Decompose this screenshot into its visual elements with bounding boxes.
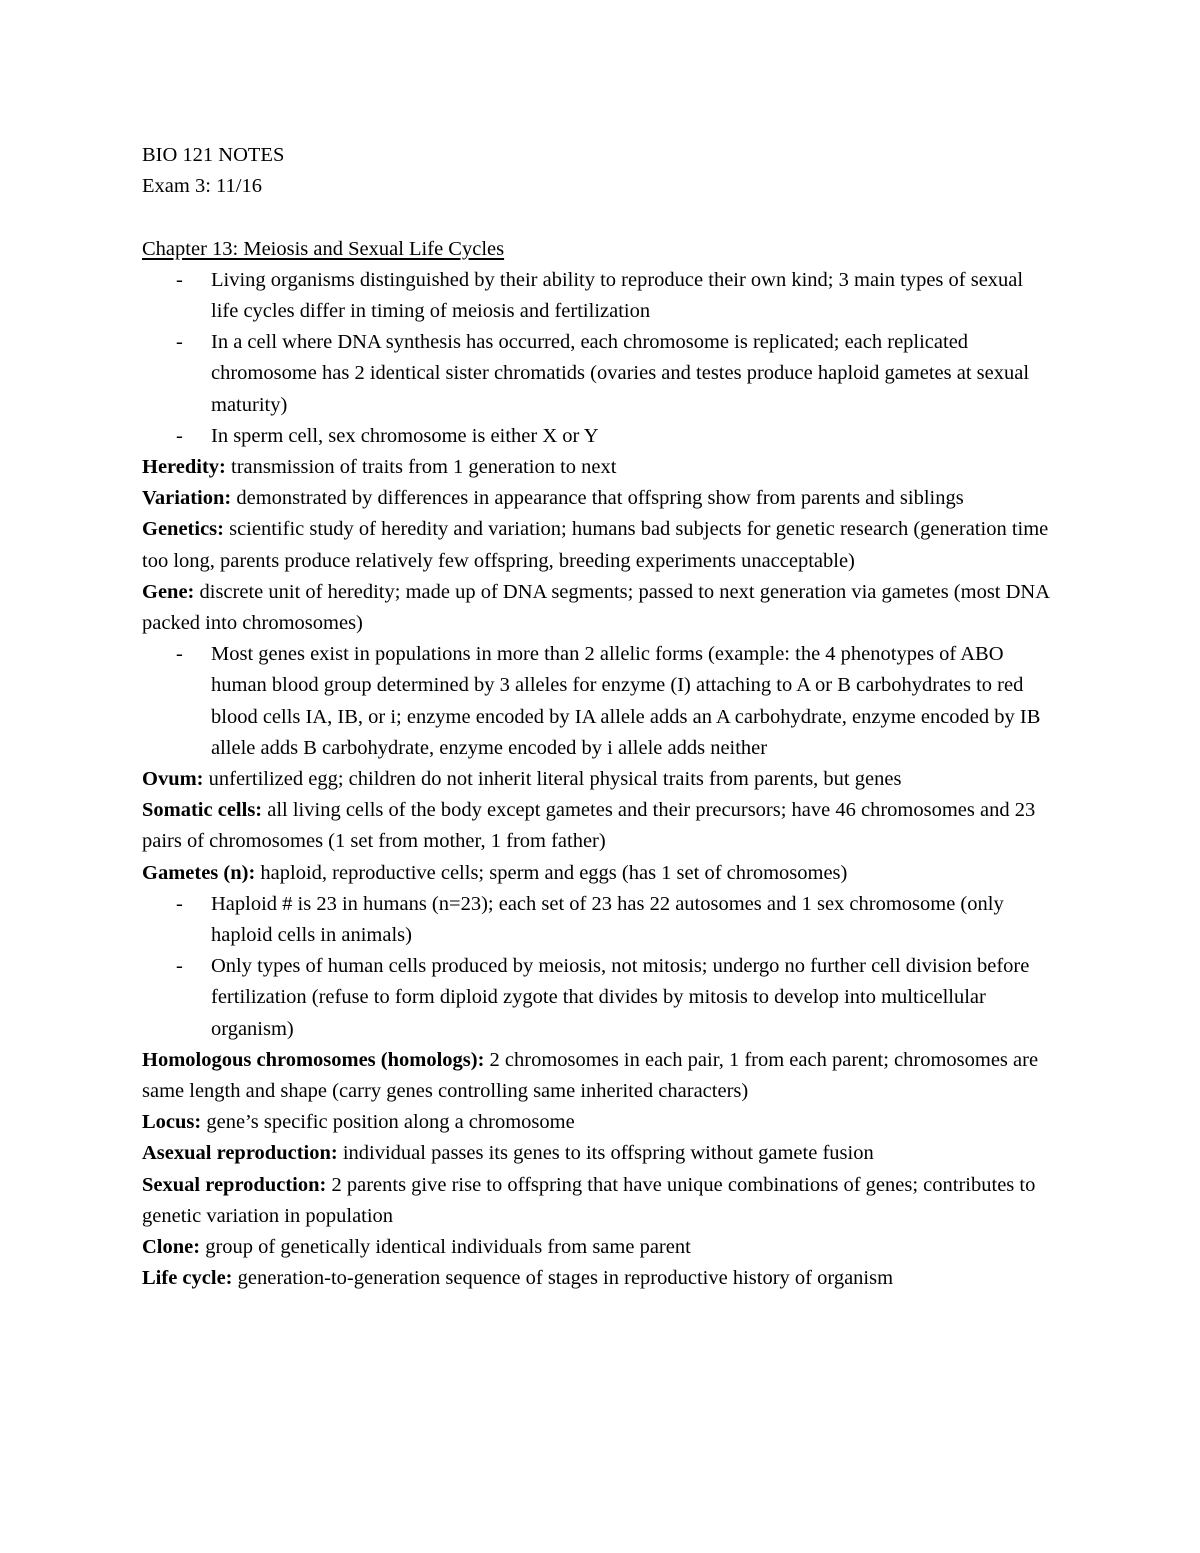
definition-variation (142, 483, 1050, 514)
definition-sexual-reproduction (142, 1170, 1050, 1232)
chapter-heading: Chapter 13: Meiosis and Sexual Life Cycles (142, 237, 505, 260)
term: Somatic cells: (142, 799, 263, 822)
definition-text: group of genetically identical individuals from same parent (200, 1236, 691, 1259)
bullet-dash: - (176, 643, 183, 666)
term: Homologous chromosomes (homologs): (142, 1048, 485, 1071)
list-item (142, 951, 1050, 1045)
definition-somatic-cells (142, 795, 1050, 857)
list-item (142, 639, 1050, 764)
definition-text: scientific study of heredity and variation; humans bad subjects for genetic research (generation time too long, parents produce relatively few offspring, breeding experiments unacceptable) (142, 518, 1049, 572)
blank-line (142, 202, 1050, 233)
definition-clone (142, 1232, 1050, 1263)
definition-homologous-chromosomes (142, 1045, 1050, 1107)
definition-text: unfertilized egg; children do not inherit literal physical traits from parents, but genes (203, 768, 902, 791)
list-item-text: Only types of human cells produced by meiosis, not mitosis; undergo no further cell division before fertilization (refuse to form diploid zygote that divides by mitosis to develop into multicellular organism) (211, 955, 1030, 1040)
term: Ovum: (142, 768, 204, 791)
definition-heredity (142, 452, 1050, 483)
bullet-dash: - (176, 424, 183, 447)
term: Gene: (142, 580, 195, 603)
definition-text: discrete unit of heredity; made up of DNA segments; passed to next generation via gametes (most DNA packed into chromosomes) (142, 580, 1049, 635)
list-item (142, 265, 1050, 327)
bullet-dash: - (176, 955, 183, 978)
definition-text: haploid, reproductive cells; sperm and eggs (has 1 set of chromosomes) (255, 861, 848, 884)
bullet-dash: - (176, 892, 183, 915)
definition-life-cycle (142, 1263, 1050, 1294)
exam-date: Exam 3: 11/16 (142, 175, 262, 198)
document-title: BIO 121 NOTES (142, 144, 285, 166)
term: Gametes (n): (142, 861, 256, 884)
term: Variation: (142, 487, 232, 510)
term: Locus: (142, 1111, 202, 1134)
term: Heredity: (142, 456, 226, 479)
definition-text: all living cells of the body except gametes and their precursors; have 46 chromosomes and 23 pairs of chromosomes (1 set from mother, 1 from father) (142, 799, 1036, 853)
list-item-text: Living organisms distinguished by their ability to reproduce their own kind; 3 main types of sexual life cycles differ in timing of meiosis and fertilization (211, 268, 1024, 322)
term: Genetics: (142, 518, 224, 541)
list-item (142, 327, 1050, 421)
definition-text: individual passes its genes to its offspring without gamete fusion (337, 1142, 874, 1165)
list-item-text: Haploid # is 23 in humans (n=23); each set of 23 has 22 autosomes and 1 sex chromosome (only haploid cells in animals) (211, 892, 1004, 947)
definition-text: transmission of traits from 1 generation to next (225, 456, 617, 479)
list-item-text: Most genes exist in populations in more than 2 allelic forms (example: the 4 phenotypes of ABO human blood group determined by 3 alleles for enzyme (I) attaching to A or B carbohydrates to red blood cells IA, IB, or i; enzyme encoded by IA allele adds an A carbohydrate, enzyme encoded by IB allele adds B carbohydrate, enzyme encoded by i allele adds neither (211, 643, 1041, 759)
definition-genetics (142, 514, 1050, 576)
definition-text: 2 parents give rise to offspring that have unique combinations of genes; contributes to genetic variation in population (142, 1173, 1036, 1227)
definition-text: 2 chromosomes in each pair, 1 from each parent; chromosomes are same length and shape (carry genes controlling same inherited characters) (142, 1048, 1039, 1103)
term: Asexual reproduction: (142, 1142, 338, 1165)
definition-locus (142, 1107, 1050, 1138)
definition-text: gene’s specific position along a chromosome (201, 1111, 575, 1134)
bullet-dash: - (176, 268, 183, 291)
list-item (142, 889, 1050, 951)
definition-gene (142, 577, 1050, 639)
bullet-dash: - (176, 331, 183, 354)
definition-text: generation-to-generation sequence of stages in reproductive history of organism (232, 1267, 894, 1290)
definition-ovum (142, 764, 1050, 795)
term: Sexual reproduction: (142, 1173, 327, 1196)
term: Life cycle: (142, 1267, 233, 1290)
list-item-text: In sperm cell, sex chromosome is either X or Y (211, 424, 599, 447)
definition-asexual-reproduction (142, 1138, 1050, 1169)
list-item-text: In a cell where DNA synthesis has occurred, each chromosome is replicated; each replicated chromosome has 2 identical sister chromatids (ovaries and testes produce haploid gametes at sexual maturity) (211, 331, 1030, 416)
list-item (142, 421, 1050, 452)
term: Clone: (142, 1236, 201, 1259)
definition-text: demonstrated by differences in appearance that offspring show from parents and siblings (231, 487, 964, 510)
definition-gametes (142, 858, 1050, 889)
